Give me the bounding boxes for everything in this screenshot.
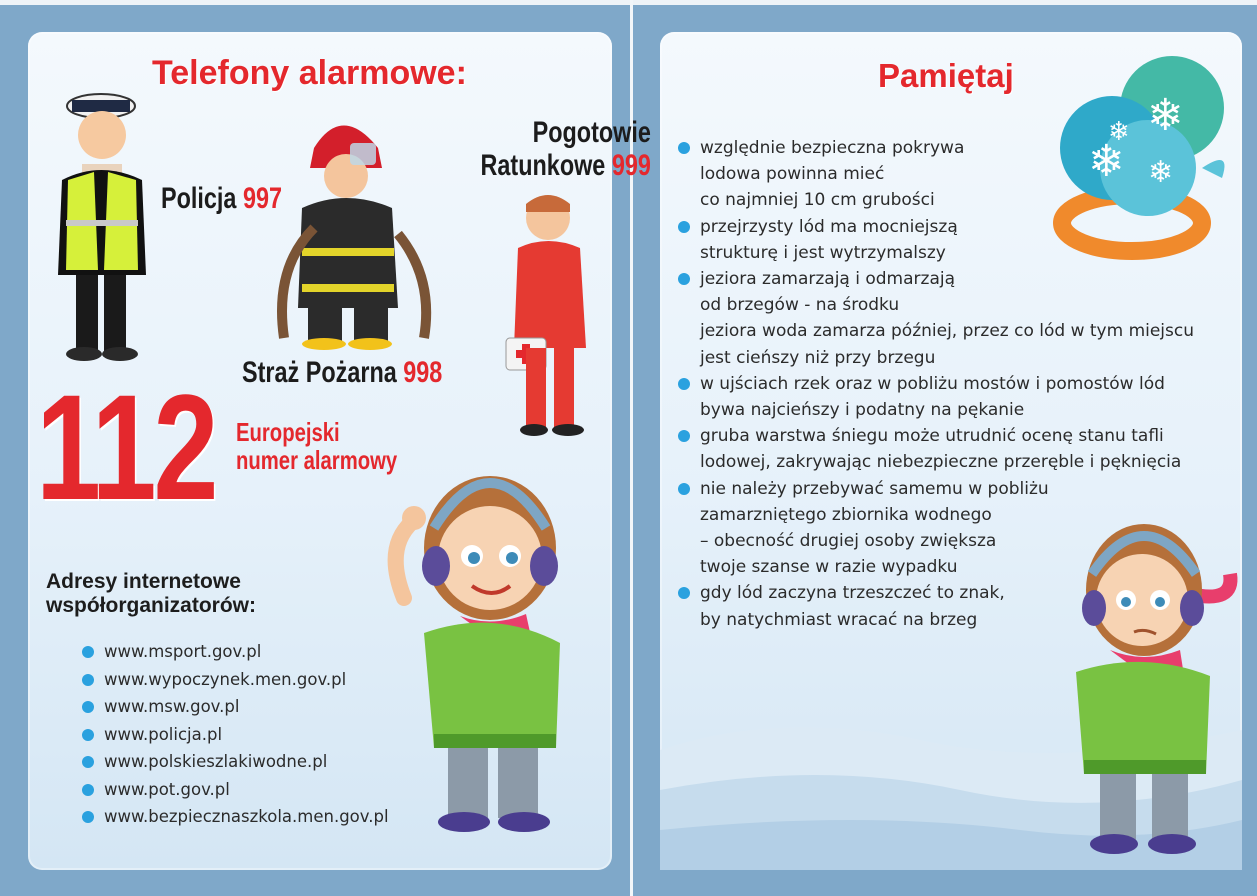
tip-item: w ujściach rzek oraz w pobliżu mostów i pomostów lód bywa najcieńszy i podatny na pękanie	[678, 371, 1194, 423]
bullet-icon	[82, 729, 94, 741]
website-link[interactable]: www.polskieszlakiwodne.pl	[82, 748, 389, 776]
website-link[interactable]: www.wypoczynek.men.gov.pl	[82, 666, 389, 694]
ambulance-label: Pogotowie Ratunkowe 999	[480, 116, 651, 182]
euro-label: Europejski numer alarmowy	[236, 417, 398, 475]
right-page	[660, 32, 1242, 870]
website-link[interactable]: www.pot.gov.pl	[82, 776, 389, 804]
website-link[interactable]: www.msport.gov.pl	[82, 638, 389, 666]
websites-list	[82, 638, 389, 831]
bullet-icon	[678, 378, 690, 390]
left-page	[28, 32, 651, 870]
girl-thinking-illustration	[1060, 504, 1242, 860]
policeman-illustration	[46, 60, 156, 360]
tip-item: gdy lód zaczyna trzeszczeć to znak, by natychmiast wracać na brzeg	[678, 580, 1194, 632]
website-link[interactable]: www.msw.gov.pl	[82, 693, 389, 721]
tip-item: nie należy przebywać samemu w pobliżu zamarzniętego zbiornika wodnego – obecność drugiej osoby zwiększa twoje szanse w razie wypadku	[678, 476, 1194, 581]
bullet-icon	[82, 756, 94, 768]
svg-text:❄: ❄	[1088, 136, 1125, 187]
firefighter-illustration	[274, 108, 434, 348]
tip-item: względnie bezpieczna pokrywa lodowa powinna mieć co najmniej 10 cm grubości	[678, 135, 1194, 214]
bullet-icon	[82, 646, 94, 658]
fire-label: Straż Pożarna 998	[242, 356, 443, 389]
girl-pointing-illustration	[364, 448, 574, 838]
website-link[interactable]: www.policja.pl	[82, 721, 389, 749]
euro-number: 112	[36, 363, 216, 531]
tip-item: jeziora zamarzają i odmarzają od brzegów - na środku jeziora woda zamarza później, przez co lód w tym miejscu jest cieńszy niż przy brzegu	[678, 266, 1194, 371]
right-title: Pamiętaj	[878, 57, 1014, 94]
svg-text:❄: ❄	[1108, 117, 1130, 147]
websites-heading: Adresy internetowe współorganizatorów:	[46, 570, 256, 617]
bullet-icon	[82, 701, 94, 713]
paramedic-illustration	[496, 188, 606, 438]
tip-item: przejrzysty lód ma mocniejszą strukturę i jest wytrzymalszy	[678, 214, 1194, 266]
tip-item: gruba warstwa śniegu może utrudnić ocenę stanu tafli lodowej, zakrywając niebezpieczne przeręble i pęknięcia	[678, 423, 1194, 475]
bullet-icon	[82, 811, 94, 823]
svg-text:❄: ❄	[1147, 90, 1184, 141]
bullet-icon	[678, 430, 690, 442]
left-title: Telefony alarmowe:	[152, 54, 467, 92]
bullet-icon	[678, 273, 690, 285]
bullet-icon	[82, 674, 94, 686]
bullet-icon	[678, 587, 690, 599]
police-label: Policja 997	[161, 182, 282, 215]
bullet-icon	[678, 483, 690, 495]
bullet-icon	[678, 221, 690, 233]
bullet-icon	[82, 784, 94, 796]
bullet-icon	[678, 142, 690, 154]
svg-text:❄: ❄	[1148, 155, 1174, 190]
top-edge	[0, 0, 1257, 5]
website-link[interactable]: www.bezpiecznaszkola.men.gov.pl	[82, 803, 389, 831]
